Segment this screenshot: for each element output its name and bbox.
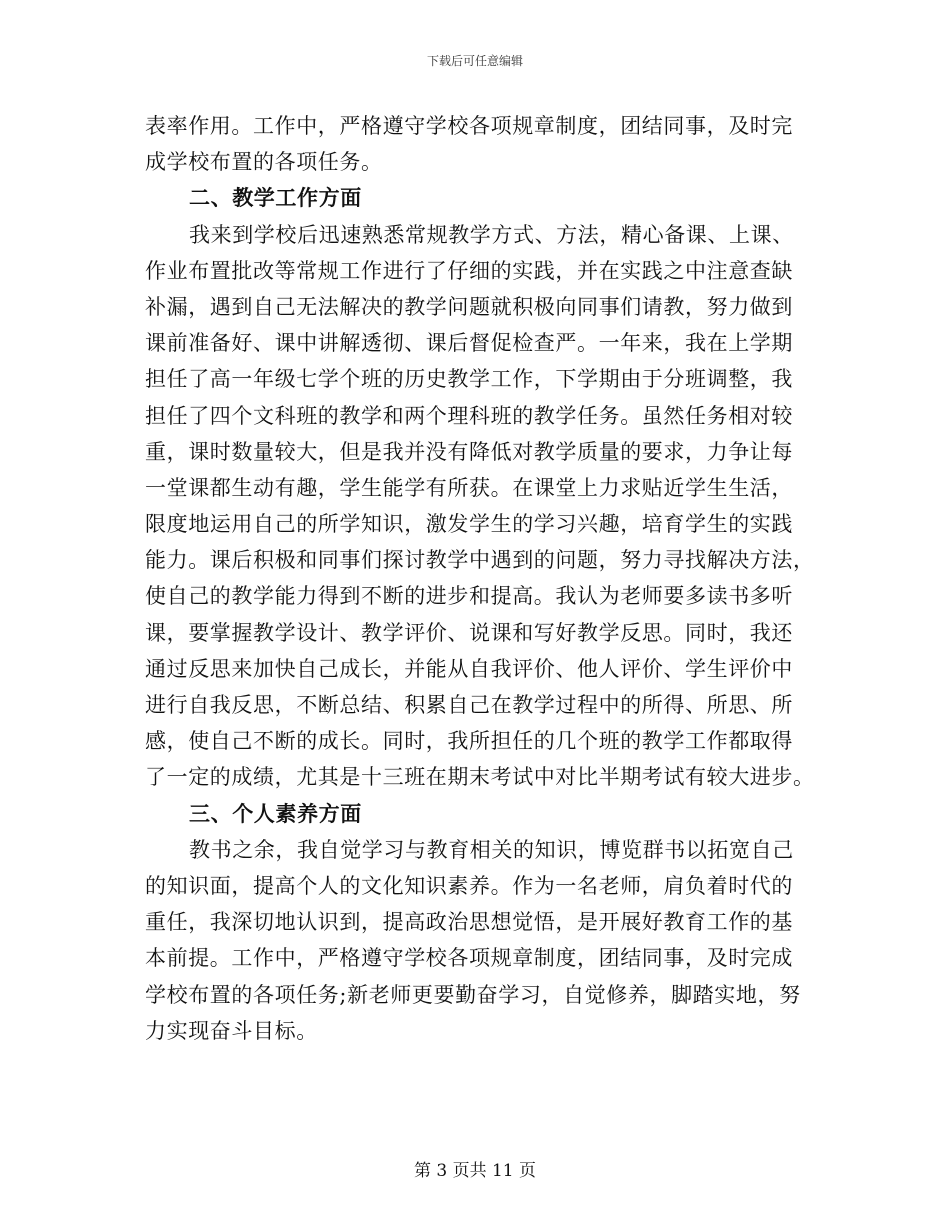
text-line: 使自己的教学能力得到不断的进步和提高。我认为老师要多读书多听 [145,584,793,609]
text-line: 限度地运用自己的所学知识，激发学生的学习兴趣，培育学生的实践 [145,512,793,537]
text-line: 课，要掌握教学设计、教学评价、说课和写好教学反思。同时，我还 [145,620,793,645]
text-line: 了一定的成绩，尤其是十三班在期末考试中对比半期考试有较大进步。 [145,765,815,790]
text-line: 力实现奋斗目标。 [145,1018,318,1043]
text-line: 一堂课都生动有趣，学生能学有所获。在课堂上力求贴近学生生活， [145,475,793,500]
text-line: 通过反思来加快自己成长，并能从自我评价、他人评价、学生评价中 [145,656,793,681]
text-line: 我来到学校后迅速熟悉常规教学方式、方法，精心备课、上课、 [189,222,794,247]
text-line: 能力。课后积极和同事们探讨教学中遇到的问题，努力寻找解决方法， [145,548,815,573]
section-heading: 二、教学工作方面 [189,185,362,211]
text-line: 表率作用。工作中，严格遵守学校各项规章制度，团结同事，及时完 [145,114,793,138]
document-body [145,108,815,1049]
page-footer: 第 3 页共 11 页 [413,1161,537,1181]
text-line: 担任了四个文科班的教学和两个理科班的教学任务。虽然任务相对较 [145,403,793,428]
text-line: 成学校布置的各项任务。 [145,150,383,175]
text-line: 的知识面，提高个人的文化知识素养。作为一名老师，肩负着时代的 [145,873,793,898]
page-header: 下载后可任意编辑 [426,54,523,68]
text-line: 感，使自己不断的成长。同时，我所担任的几个班的教学工作都取得 [145,729,793,754]
section-heading: 三、个人素养方面 [189,800,362,826]
text-line: 重任，我深切地认识到，提高政治思想觉悟，是开展好教育工作的基 [145,910,793,935]
text-line: 课前准备好、课中讲解透彻、课后督促检查严。一年来，我在上学期 [145,331,793,356]
text-line: 重，课时数量较大，但是我并没有降低对教学质量的要求，力争让每 [145,439,793,464]
text-line: 学校布置的各项任务;新老师更要勤奋学习，自觉修养，脚踏实地，努 [145,982,801,1007]
text-line: 担任了高一年级七学个班的历史教学工作，下学期由于分班调整，我 [145,367,793,392]
text-line: 作业布置批改等常规工作进行了仔细的实践，并在实践之中注意查缺 [145,258,793,283]
text-line: 本前提。工作中，严格遵守学校各项规章制度，团结同事，及时完成 [145,946,793,971]
text-line: 教书之余，我自觉学习与教育相关的知识，博览群书以拓宽自己 [189,837,794,862]
text-line: 进行自我反思，不断总结、积累自己在教学过程中的所得、所思、所 [145,693,793,717]
text-line: 补漏，遇到自己无法解决的教学问题就积极向同事们请教，努力做到 [145,294,793,319]
